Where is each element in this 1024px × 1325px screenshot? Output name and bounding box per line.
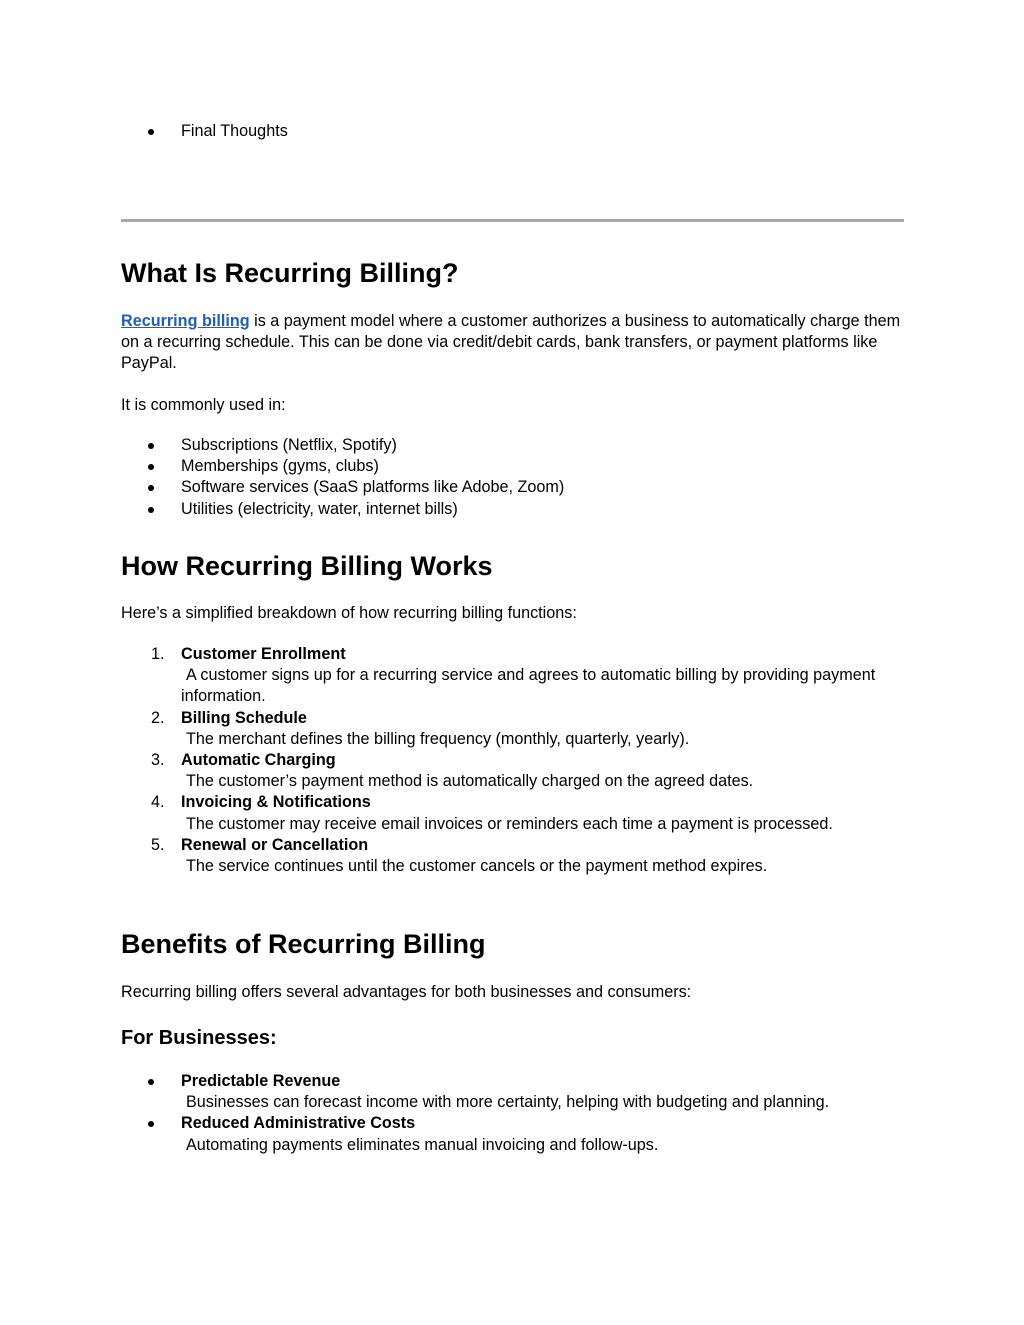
step-description: The service continues until the customer cancels or the payment method expires.: [186, 857, 768, 876]
step-title: Customer Enrollment: [181, 645, 346, 663]
benefit-description: Businesses can forecast income with more certainty, helping with budgeting and planning.: [186, 1093, 830, 1112]
used-in-paragraph: It is commonly used in:: [121, 396, 286, 414]
heading-how-recurring-billing-works: How Recurring Billing Works: [121, 551, 493, 581]
benefit-item: [121, 1113, 904, 1155]
list-item: Memberships (gyms, clubs): [181, 457, 379, 476]
horizontal-rule: [121, 219, 904, 222]
step-description: A customer signs up for a recurring service and agrees to automatic billing by providing payment information.: [181, 666, 876, 706]
step-description: The merchant defines the billing frequency (monthly, quarterly, yearly).: [186, 729, 690, 748]
step-title: Renewal or Cancellation: [181, 835, 369, 854]
step-title: Automatic Charging: [181, 751, 336, 770]
step-item: [121, 792, 904, 834]
recurring-billing-link[interactable]: Recurring billing: [121, 312, 250, 330]
how-intro-paragraph: Here’s a simplified breakdown of how recurring billing functions:: [121, 604, 577, 622]
step-number: 1.: [151, 645, 165, 663]
step-item: [121, 644, 904, 708]
list-item: Software services (SaaS platforms like Adobe, Zoom): [181, 478, 565, 497]
toc-list: [121, 121, 904, 142]
step-number: 5.: [151, 835, 165, 854]
step-description: The customer’s payment method is automatically charged on the agreed dates.: [186, 772, 754, 791]
benefits-list: [121, 1071, 904, 1156]
heading-benefits-of-recurring-billing: Benefits of Recurring Billing: [121, 929, 486, 959]
steps-list: [121, 644, 904, 877]
step-title: Billing Schedule: [181, 708, 307, 727]
benefit-title: Reduced Administrative Costs: [181, 1114, 416, 1133]
step-number: 4.: [151, 793, 165, 812]
step-item: [121, 835, 904, 877]
heading-for-businesses: For Businesses:: [121, 1027, 277, 1049]
benefit-item: [121, 1071, 904, 1113]
intro-paragraph: Recurring billing is a payment model where a customer authorizes a business to automatically charge them on a recurring schedule. This can be done via credit/debit cards, bank transfers, or payment platforms like PayPal.: [121, 312, 901, 373]
list-item: Utilities (electricity, water, internet bills): [181, 499, 458, 518]
step-item: [121, 750, 904, 792]
step-number: 3.: [151, 751, 165, 770]
step-title: Invoicing & Notifications: [181, 793, 371, 812]
step-description: The customer may receive email invoices or reminders each time a payment is processed.: [186, 814, 833, 833]
heading-what-is-recurring-billing: What Is Recurring Billing?: [121, 258, 459, 288]
toc-item-final-thoughts[interactable]: Final Thoughts: [181, 122, 288, 140]
benefit-description: Automating payments eliminates manual invoicing and follow-ups.: [186, 1135, 659, 1154]
benefits-intro-paragraph: Recurring billing offers several advantages for both businesses and consumers:: [121, 983, 692, 1001]
benefit-title: Predictable Revenue: [181, 1072, 341, 1090]
step-item: [121, 708, 904, 750]
uses-list: [121, 435, 904, 520]
step-number: 2.: [151, 708, 165, 727]
list-item: Subscriptions (Netflix, Spotify): [181, 436, 397, 454]
